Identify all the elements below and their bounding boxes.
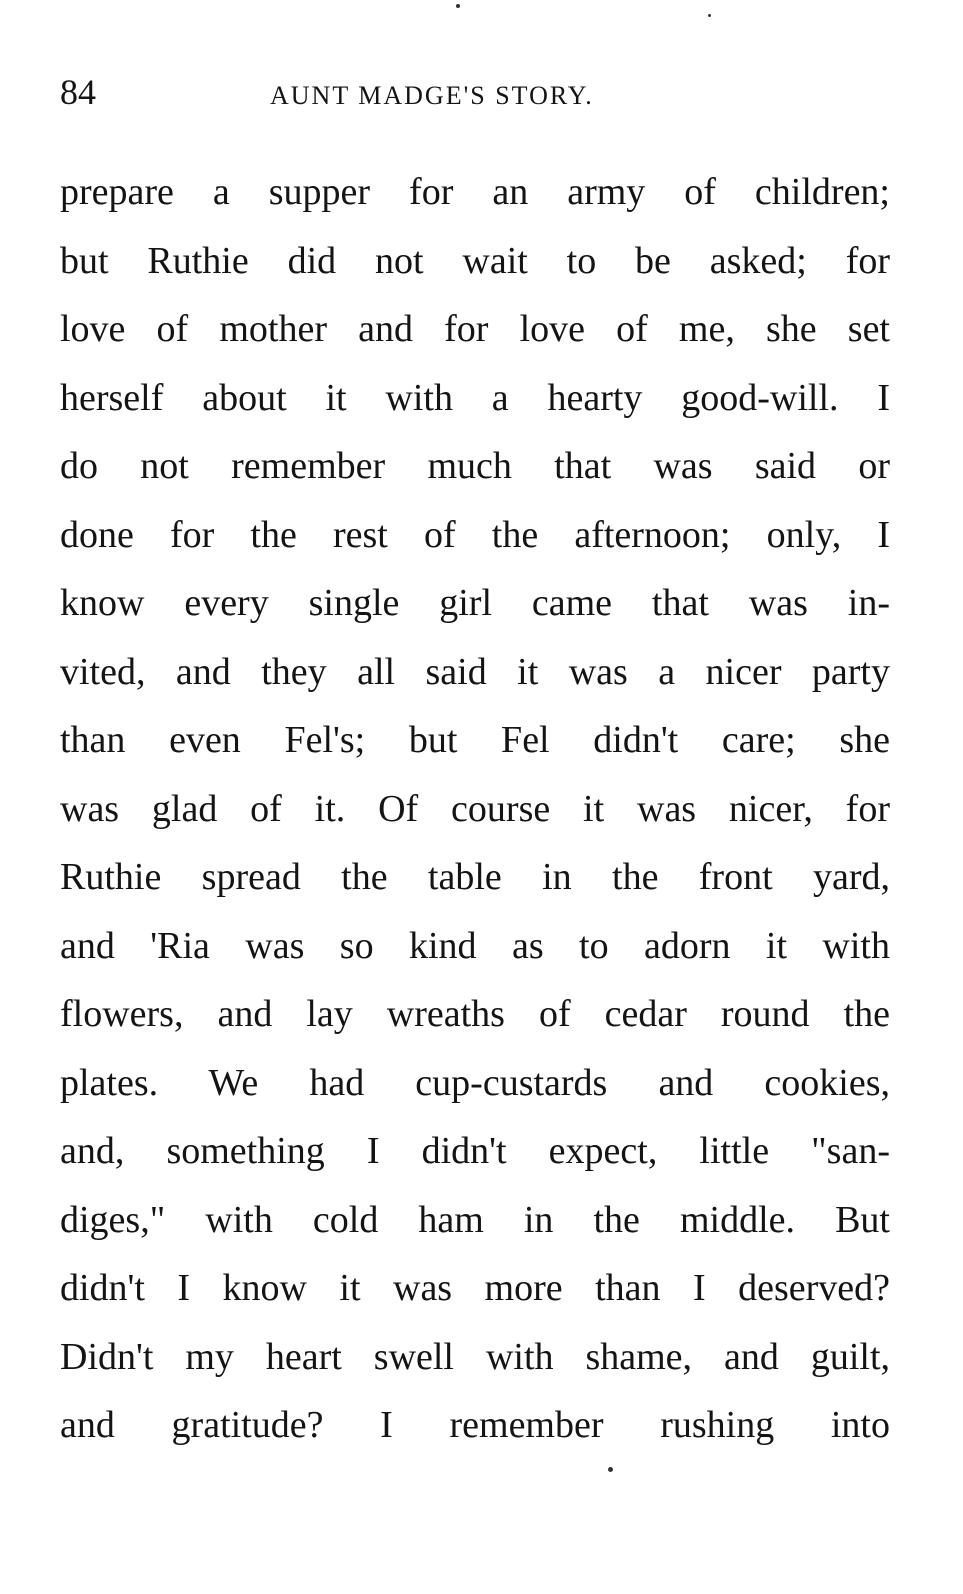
- text-line: know every single girl came that was in-: [60, 582, 890, 624]
- scan-speck: [456, 4, 460, 8]
- text-line: herself about it with a hearty good-will. I: [60, 376, 890, 419]
- text-line: plates. We had cup-custards and cookies,: [60, 1061, 890, 1104]
- text-line: diges," with cold ham in the middle. But: [60, 1198, 890, 1241]
- text-line: prepare a supper for an army of children;: [60, 171, 890, 213]
- text-line: and 'Ria was so kind as to adorn it with: [60, 924, 890, 967]
- text-line: flowers, and lay wreaths of cedar round the: [60, 993, 890, 1035]
- text-line: and gratitude? I remember rushing into: [60, 1404, 890, 1446]
- text-line: but Ruthie did not wait to be asked; for: [60, 239, 890, 282]
- scan-speck: [608, 1467, 613, 1472]
- body-text: [60, 158, 890, 1460]
- text-line: Didn't my heart swell with shame, and guilt,: [60, 1335, 890, 1378]
- text-line: vited, and they all said it was a nicer party: [60, 650, 890, 693]
- scan-speck: [708, 14, 711, 17]
- text-line: and, something I didn't expect, little "san-: [60, 1130, 890, 1172]
- running-title: AUNT MADGE'S STORY.: [270, 81, 594, 110]
- page-number: 84: [60, 72, 96, 112]
- text-line: do not remember much that was said or: [60, 445, 890, 487]
- text-line: Ruthie spread the table in the front yard,: [60, 856, 890, 898]
- text-line: love of mother and for love of me, she set: [60, 308, 890, 350]
- text-line: didn't I know it was more than I deserved?: [60, 1267, 890, 1309]
- text-line: was glad of it. Of course it was nicer, for: [60, 787, 890, 830]
- text-line: than even Fel's; but Fel didn't care; she: [60, 719, 890, 761]
- text-line: done for the rest of the afternoon; only, I: [60, 513, 890, 556]
